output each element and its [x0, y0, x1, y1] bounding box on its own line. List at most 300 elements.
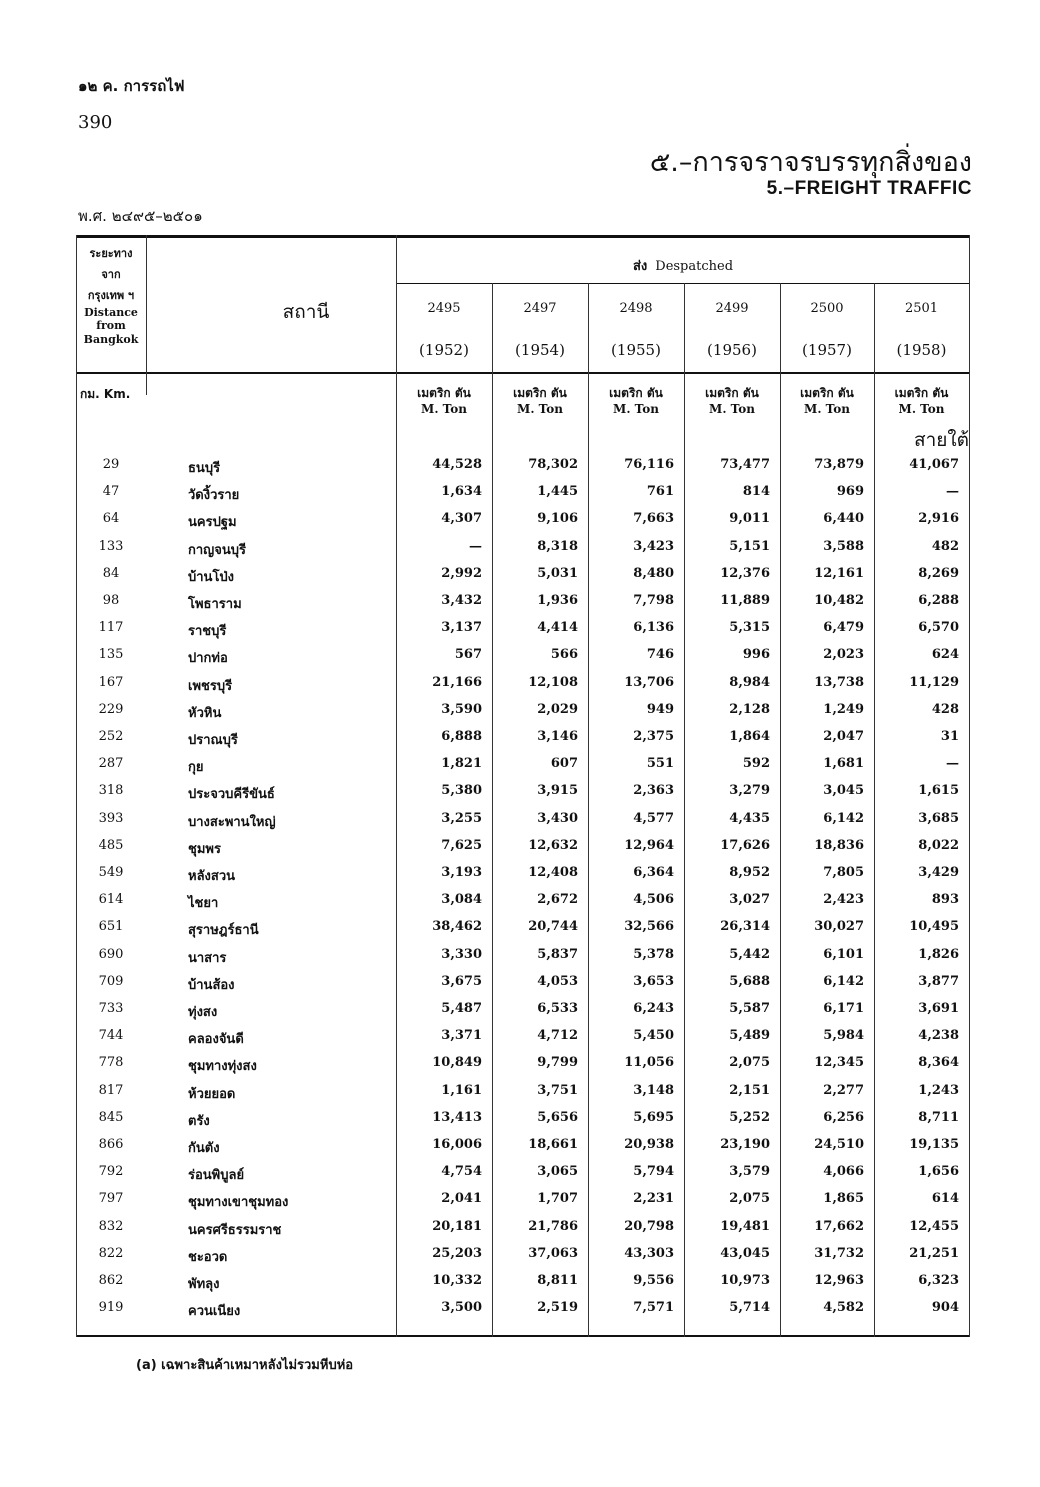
value-cell: 3,371 — [441, 1028, 482, 1044]
station-cell: บ้านส้อง — [188, 977, 235, 993]
value-cell: 2,231 — [633, 1191, 674, 1207]
year-ce-header: (1955) — [611, 341, 661, 359]
distance-cell: 709 — [98, 973, 124, 989]
value-cell: 20,798 — [624, 1218, 674, 1234]
value-cell: 38,462 — [432, 919, 482, 935]
distance-cell: 845 — [98, 1109, 124, 1125]
value-cell: 21,786 — [528, 1218, 578, 1234]
year-be-header: 2500 — [810, 301, 844, 316]
value-cell: 18,661 — [528, 1137, 578, 1152]
year-be-header: 2501 — [904, 301, 939, 316]
value-cell: 8,269 — [918, 565, 959, 581]
value-cell: 3,685 — [918, 810, 959, 826]
year-be-header: 2498 — [619, 301, 653, 316]
station-cell: กาญจนบุรี — [188, 542, 246, 558]
value-cell: 5,450 — [633, 1028, 674, 1044]
distance-cell: 485 — [98, 837, 124, 853]
table-row — [76, 1164, 970, 1191]
table-row — [76, 593, 970, 620]
value-cell: 1,615 — [918, 783, 959, 799]
table-row — [76, 919, 970, 946]
value-cell: 11,129 — [909, 674, 959, 690]
value-cell: 761 — [646, 484, 674, 500]
value-cell: 20,744 — [528, 919, 578, 935]
value-cell: 3,588 — [823, 538, 864, 554]
distance-header-line: Bangkok — [83, 333, 139, 346]
distance-cell: 919 — [98, 1300, 124, 1316]
value-cell: 12,345 — [814, 1055, 864, 1071]
station-cell: ชะอวด — [188, 1249, 228, 1265]
value-cell: 6,136 — [633, 620, 674, 636]
despatched-header-en: Despatched — [655, 259, 734, 274]
value-cell: 10,495 — [909, 919, 959, 935]
distance-cell: 133 — [98, 538, 124, 554]
table-row — [76, 865, 970, 892]
unit-header — [396, 385, 492, 417]
distance-cell: 817 — [98, 1082, 124, 1098]
value-cell: 19,135 — [909, 1137, 959, 1152]
station-cell: ห้วยยอด — [188, 1086, 236, 1102]
value-cell: 3,751 — [537, 1082, 578, 1098]
table-row — [76, 892, 970, 919]
unit-th: เมตริก ตัน — [800, 386, 854, 400]
value-cell: 969 — [836, 484, 864, 500]
table-row — [76, 1191, 970, 1218]
station-cell: หลังสวน — [188, 869, 236, 884]
distance-header-line: กรุงเทพ ฯ — [87, 289, 135, 302]
distance-cell: 651 — [98, 919, 124, 935]
value-cell: 73,879 — [814, 457, 864, 472]
table-row — [76, 1028, 970, 1055]
value-cell: 3,579 — [729, 1164, 770, 1180]
value-cell: 1,656 — [918, 1164, 959, 1180]
station-cell: กุย — [188, 760, 204, 776]
value-cell: 4,435 — [729, 810, 770, 826]
value-cell: 1,707 — [537, 1191, 578, 1207]
station-cell: ควนเนียง — [188, 1304, 241, 1320]
value-cell: 12,455 — [909, 1218, 959, 1234]
value-cell: 814 — [742, 484, 770, 500]
value-cell: 4,577 — [633, 810, 674, 826]
value-cell: 482 — [931, 538, 959, 554]
station-cell: ปากท่อ — [188, 651, 228, 667]
unit-en: M. Ton — [517, 402, 563, 416]
value-cell: 21,166 — [432, 674, 482, 690]
value-cell: 5,656 — [537, 1109, 578, 1125]
value-cell: 3,137 — [441, 620, 482, 636]
value-cell: — — [946, 484, 959, 500]
table-row — [76, 1273, 970, 1300]
table-row — [76, 1219, 970, 1246]
unit-en: M. Ton — [421, 402, 467, 416]
value-cell: 746 — [646, 647, 674, 663]
table-row — [76, 729, 970, 756]
value-cell: 24,510 — [814, 1137, 864, 1152]
value-cell: 3,193 — [441, 865, 482, 880]
table-row — [76, 484, 970, 511]
station-cell: นครศรีธรรมราช — [188, 1222, 282, 1238]
value-cell: 6,101 — [823, 946, 864, 962]
value-cell: 44,528 — [432, 457, 482, 472]
value-cell: 893 — [931, 892, 959, 908]
unit-en: M. Ton — [804, 402, 850, 416]
value-cell: 78,302 — [528, 457, 578, 472]
value-cell: 4,754 — [441, 1164, 482, 1180]
value-cell: 5,489 — [729, 1028, 770, 1044]
value-cell: 8,364 — [918, 1055, 959, 1071]
value-cell: 5,714 — [729, 1300, 770, 1316]
value-cell: 4,712 — [537, 1028, 578, 1044]
unit-header — [684, 385, 780, 417]
value-cell: 41,067 — [909, 457, 959, 472]
distance-cell: 733 — [98, 1001, 124, 1016]
despatched-header — [396, 255, 970, 276]
title-english: 5.–FREIGHT TRAFFIC — [766, 178, 972, 199]
value-cell: 8,984 — [729, 674, 770, 690]
distance-cell: 84 — [102, 565, 120, 581]
table-row — [76, 811, 970, 838]
value-cell: 31,732 — [814, 1245, 864, 1261]
year-ce-header: (1956) — [707, 341, 757, 359]
value-cell: 5,252 — [729, 1109, 770, 1125]
year-ce-header: (1952) — [419, 341, 469, 359]
distance-header-line: ระยะทาง — [89, 247, 133, 260]
value-cell: 6,256 — [823, 1109, 864, 1125]
value-cell: 3,255 — [441, 810, 482, 826]
value-cell: 3,423 — [633, 538, 674, 554]
value-cell: 12,632 — [528, 837, 578, 853]
value-cell: 4,066 — [823, 1164, 864, 1180]
value-cell: 11,889 — [720, 593, 770, 608]
value-cell: 12,161 — [814, 565, 864, 581]
value-cell: 2,075 — [729, 1055, 770, 1071]
value-cell: 1,243 — [918, 1082, 959, 1098]
table-row — [76, 756, 970, 783]
value-cell: 26,314 — [720, 919, 770, 935]
value-cell: 4,053 — [537, 973, 578, 989]
table-row — [76, 702, 970, 729]
distance-cell: 252 — [98, 729, 124, 744]
value-cell: 3,279 — [729, 783, 770, 799]
value-cell: 3,691 — [918, 1001, 959, 1016]
value-cell: 3,065 — [537, 1164, 578, 1180]
value-cell: 37,063 — [528, 1245, 578, 1261]
year-be-header: 2497 — [523, 301, 557, 316]
value-cell: 2,128 — [729, 701, 770, 717]
unit-header — [492, 385, 588, 417]
value-cell: 30,027 — [814, 919, 864, 935]
value-cell: 7,571 — [633, 1300, 674, 1316]
value-cell: 5,984 — [823, 1028, 864, 1044]
station-cell: ทุ่งสง — [188, 1005, 218, 1020]
value-cell: 4,238 — [918, 1028, 959, 1044]
table-row — [76, 974, 970, 1001]
station-cell: กันตัง — [188, 1141, 220, 1156]
value-cell: 31 — [940, 729, 959, 744]
value-cell: 6,243 — [633, 1001, 674, 1016]
value-cell: 607 — [550, 756, 578, 772]
table-row — [76, 675, 970, 702]
unit-th: เมตริก ตัน — [894, 386, 949, 400]
value-cell: 3,084 — [441, 892, 482, 908]
value-cell: 17,626 — [720, 837, 770, 853]
value-cell: 949 — [646, 701, 674, 717]
distance-header-line: จาก — [101, 268, 121, 281]
value-cell: 5,378 — [633, 946, 674, 962]
value-cell: 73,477 — [720, 457, 770, 472]
distance-cell: 29 — [102, 457, 120, 472]
value-cell: 567 — [454, 647, 482, 663]
value-cell: 2,023 — [823, 647, 864, 663]
value-cell: 4,414 — [537, 620, 578, 636]
value-cell: 6,440 — [823, 511, 864, 527]
value-cell: 6,479 — [823, 620, 864, 636]
station-cell: สุราษฎร์ธานี — [188, 923, 259, 939]
value-cell: 8,480 — [633, 565, 674, 581]
value-cell: 2,151 — [729, 1082, 770, 1098]
value-cell: 43,045 — [720, 1245, 770, 1261]
table-row — [76, 1110, 970, 1137]
table-top-rule — [76, 235, 970, 238]
value-cell: 7,805 — [823, 865, 864, 880]
section-reference: ๑๒ ค. การรถไฟ — [78, 77, 185, 95]
station-cell: ไชยา — [188, 896, 219, 912]
station-cell: ชุมทางเขาชุมทอง — [188, 1195, 289, 1211]
value-cell: 6,364 — [633, 865, 674, 880]
distance-cell: 778 — [98, 1055, 124, 1071]
unit-header — [588, 385, 684, 417]
station-cell: พัทลุง — [188, 1277, 220, 1292]
value-cell: 614 — [931, 1191, 959, 1207]
value-cell: 20,938 — [624, 1137, 674, 1152]
station-cell: ราชบุรี — [188, 624, 227, 640]
distance-cell: 287 — [98, 756, 124, 772]
value-cell: 3,045 — [823, 783, 864, 799]
value-cell: 11,056 — [624, 1055, 674, 1071]
unit-th: เมตริก ตัน — [417, 386, 471, 400]
value-cell: 21,251 — [909, 1245, 959, 1261]
value-cell: 1,681 — [823, 756, 864, 772]
value-cell: 3,148 — [633, 1082, 674, 1098]
value-cell: 6,888 — [441, 729, 482, 744]
unit-en: M. Ton — [898, 402, 945, 416]
distance-cell: 614 — [98, 892, 124, 908]
distance-header — [76, 243, 146, 347]
value-cell: 13,738 — [814, 674, 864, 690]
value-cell: 5,151 — [729, 538, 770, 554]
value-cell: 3,877 — [918, 973, 959, 989]
station-cell: บางสะพานใหญ่ — [188, 814, 276, 830]
value-cell: 6,533 — [537, 1001, 578, 1016]
value-cell: 4,582 — [823, 1300, 864, 1316]
unit-th: เมตริก ตัน — [609, 386, 663, 400]
station-cell: บ้านโป่ง — [188, 569, 235, 585]
value-cell: 9,556 — [633, 1273, 674, 1288]
value-cell: 3,027 — [729, 892, 770, 908]
table-row — [76, 511, 970, 538]
value-cell: 6,288 — [918, 593, 959, 608]
footnote: (a) เฉพาะสินค้าเหมาหลังไม่รวมหีบห่อ — [136, 1358, 354, 1373]
table-row — [76, 1137, 970, 1164]
value-cell: 8,022 — [918, 837, 959, 853]
value-cell: 1,249 — [823, 701, 864, 717]
value-cell: 8,952 — [729, 865, 770, 880]
value-cell: 5,837 — [537, 946, 578, 962]
distance-cell: 98 — [102, 593, 120, 608]
period-label: พ.ศ. ๒๔๙๕–๒๕๐๑ — [78, 207, 203, 225]
value-cell: 20,181 — [432, 1218, 482, 1234]
table-row — [76, 1055, 970, 1082]
value-cell: 428 — [931, 701, 959, 717]
value-cell: 5,442 — [729, 946, 770, 962]
distance-cell: 792 — [98, 1164, 124, 1180]
table-row — [76, 620, 970, 647]
header-rule — [76, 372, 970, 374]
value-cell: 2,423 — [823, 892, 864, 908]
distance-header-line: from — [96, 319, 126, 332]
value-cell: 3,653 — [633, 973, 674, 989]
value-cell: 3,330 — [441, 946, 482, 962]
station-cell: โพธาราม — [188, 597, 242, 612]
value-cell: 7,625 — [441, 837, 482, 853]
km-unit-header: กม. Km. — [80, 387, 131, 401]
value-cell: 9,106 — [537, 511, 578, 527]
distance-cell: 866 — [98, 1137, 124, 1152]
distance-cell: 822 — [98, 1245, 124, 1261]
distance-cell: 744 — [98, 1028, 124, 1044]
value-cell: 5,487 — [441, 1001, 482, 1016]
value-cell: 76,116 — [624, 457, 674, 472]
value-cell: 2,363 — [633, 783, 674, 799]
value-cell: 6,323 — [918, 1273, 959, 1288]
year-be-header: 2495 — [427, 301, 461, 316]
region-label: สายใต้ — [914, 429, 970, 451]
value-cell: 5,695 — [633, 1109, 674, 1125]
value-cell: 2,519 — [537, 1300, 578, 1316]
station-cell: ธนบุรี — [188, 461, 221, 476]
value-cell: 8,318 — [537, 538, 578, 554]
value-cell: 3,146 — [537, 729, 578, 744]
distance-cell: 832 — [98, 1218, 124, 1234]
unit-en: M. Ton — [613, 402, 659, 416]
value-cell: 6,171 — [823, 1001, 864, 1016]
table-row — [76, 1001, 970, 1028]
value-cell: — — [946, 756, 959, 772]
station-cell: ประจวบคีรีขันธ์ — [188, 787, 275, 803]
distance-cell: 47 — [102, 484, 120, 500]
value-cell: 43,303 — [624, 1245, 674, 1261]
year-ce-header: (1954) — [515, 341, 565, 359]
station-cell: ร่อนพิบูลย์ — [188, 1168, 245, 1184]
value-cell: 2,047 — [823, 729, 864, 744]
divider-km — [146, 235, 147, 395]
value-cell: 10,973 — [720, 1273, 770, 1288]
unit-en: M. Ton — [709, 402, 755, 416]
table-row — [76, 1083, 970, 1110]
value-cell: 2,029 — [537, 701, 578, 717]
value-cell: 18,836 — [814, 837, 864, 853]
table-row — [76, 457, 970, 484]
value-cell: 1,865 — [823, 1191, 864, 1207]
value-cell: 12,108 — [528, 674, 578, 690]
value-cell: 3,675 — [441, 973, 482, 989]
value-cell: 2,672 — [537, 892, 578, 908]
value-cell: 1,936 — [537, 593, 578, 608]
station-cell: หัวหิน — [188, 705, 222, 721]
value-cell: 12,408 — [528, 865, 578, 880]
station-cell: ชุมทางทุ่งสง — [188, 1059, 257, 1075]
value-cell: 12,963 — [814, 1273, 864, 1288]
distance-cell: 167 — [98, 674, 124, 690]
value-cell: 10,849 — [432, 1055, 482, 1071]
unit-header — [780, 385, 874, 417]
value-cell: 566 — [550, 647, 578, 663]
table-row — [76, 566, 970, 593]
value-cell: 17,662 — [814, 1218, 864, 1234]
year-ce-header: (1957) — [802, 341, 852, 359]
value-cell: 8,711 — [918, 1109, 959, 1125]
value-cell: 2,277 — [823, 1082, 864, 1098]
value-cell: 551 — [646, 756, 674, 772]
table-row — [76, 1246, 970, 1273]
value-cell: 2,992 — [441, 565, 482, 581]
table-row — [76, 539, 970, 566]
value-cell: 996 — [742, 647, 770, 663]
value-cell: 2,075 — [729, 1191, 770, 1207]
distance-cell: 229 — [98, 701, 124, 717]
unit-th: เมตริก ตัน — [513, 386, 567, 400]
station-cell: ชุมพร — [188, 841, 221, 857]
value-cell: 1,634 — [441, 484, 482, 500]
station-cell: นครปฐม — [188, 515, 237, 531]
value-cell: 7,798 — [633, 593, 674, 608]
value-cell: — — [469, 538, 482, 554]
value-cell: 5,688 — [729, 973, 770, 989]
value-cell: 4,307 — [441, 511, 482, 527]
value-cell: 12,376 — [720, 565, 770, 581]
distance-cell: 135 — [98, 647, 124, 663]
value-cell: 4,506 — [633, 892, 674, 908]
table-row — [76, 1300, 970, 1327]
unit-header — [874, 385, 969, 417]
value-cell: 2,041 — [441, 1191, 482, 1207]
distance-cell: 393 — [98, 810, 124, 826]
value-cell: 5,794 — [633, 1164, 674, 1180]
page-number: 390 — [78, 112, 113, 133]
value-cell: 1,864 — [729, 729, 770, 744]
value-cell: 2,375 — [633, 729, 674, 744]
distance-cell: 797 — [98, 1191, 124, 1207]
distance-cell: 862 — [98, 1273, 124, 1288]
distance-header-line: Distance — [84, 306, 138, 319]
despatched-header-th: ส่ง — [632, 259, 648, 274]
title-thai: ๕.–การจราจรบรรทุกสิ่งของ — [649, 147, 972, 178]
value-cell: 6,570 — [918, 620, 959, 636]
value-cell: 10,482 — [814, 593, 864, 608]
value-cell: 12,964 — [624, 837, 674, 853]
value-cell: 19,481 — [720, 1218, 770, 1234]
value-cell: 10,332 — [432, 1273, 482, 1288]
distance-cell: 64 — [102, 511, 120, 527]
value-cell: 3,432 — [441, 593, 482, 608]
value-cell: 1,161 — [441, 1082, 482, 1098]
year-ce-header: (1958) — [896, 341, 947, 359]
value-cell: 13,413 — [432, 1109, 482, 1125]
value-cell: 7,663 — [633, 511, 674, 527]
station-cell: นาสาร — [188, 950, 227, 966]
table-row — [76, 947, 970, 974]
value-cell: 3,429 — [918, 865, 959, 880]
